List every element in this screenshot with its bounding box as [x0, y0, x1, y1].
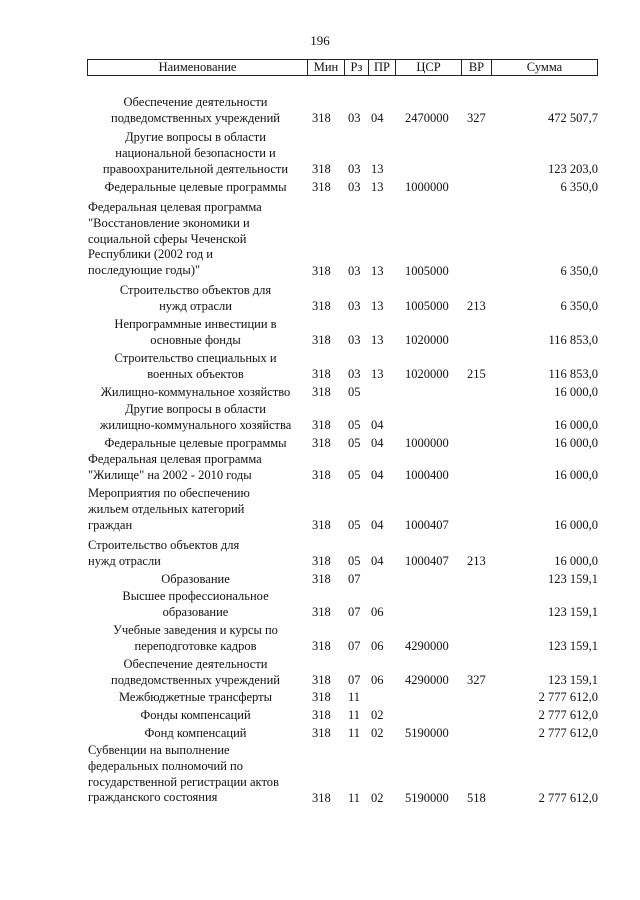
row-name: Непрограммные инвестиции в основные фонды — [114, 317, 277, 347]
row-min: 318 — [312, 518, 331, 533]
table-row — [0, 351, 640, 383]
table-row — [0, 538, 640, 570]
row-name: Обеспечение деятельности подведомственных учреждений — [111, 657, 280, 687]
row-rz: 03 — [348, 264, 361, 279]
row-vr: 213 — [467, 299, 486, 314]
row-min: 318 — [312, 605, 331, 620]
header-rz: Рз — [344, 60, 368, 75]
row-sum: 16 000,0 — [554, 554, 598, 569]
row-rz: 11 — [348, 690, 361, 705]
row-name: Другие вопросы в области национальной безопасности и правоохранительной деятельности — [102, 130, 289, 176]
row-pr: 13 — [371, 180, 384, 195]
row-min: 318 — [312, 385, 331, 400]
row-rz: 03 — [348, 180, 361, 195]
row-rz: 11 — [348, 791, 361, 806]
row-pr: 04 — [371, 468, 384, 483]
row-min: 318 — [312, 299, 331, 314]
row-min: 318 — [312, 639, 331, 654]
row-name: Образование — [161, 572, 230, 586]
row-csr: 1000407 — [405, 518, 449, 533]
row-csr: 1000000 — [405, 436, 449, 451]
row-csr: 5190000 — [405, 726, 449, 741]
row-pr: 06 — [371, 605, 384, 620]
row-name: Федеральная целевая программа "Восстановление экономики и социальной сферы Чеченской Республики (2002 год и последующие годы)" — [88, 200, 262, 278]
header-pr: ПР — [368, 60, 395, 75]
row-rz: 03 — [348, 333, 361, 348]
table-row — [0, 95, 640, 127]
row-min: 318 — [312, 572, 331, 587]
table-row — [0, 130, 640, 178]
row-sum: 116 853,0 — [548, 333, 598, 348]
row-min: 318 — [312, 418, 331, 433]
row-csr: 4290000 — [405, 639, 449, 654]
table-row — [0, 200, 640, 280]
row-sum: 123 159,1 — [548, 572, 598, 587]
table-row — [0, 657, 640, 689]
row-vr: 213 — [467, 554, 486, 569]
row-pr: 13 — [371, 264, 384, 279]
row-csr: 4290000 — [405, 673, 449, 688]
table-row — [0, 317, 640, 349]
row-pr: 02 — [371, 791, 384, 806]
row-sum: 2 777 612,0 — [538, 791, 598, 806]
row-name: Строительство специальных и военных объектов — [114, 351, 277, 381]
row-name: Строительство объектов для нужд отрасли — [88, 538, 240, 568]
row-sum: 2 777 612,0 — [538, 726, 598, 741]
row-min: 318 — [312, 333, 331, 348]
row-rz: 07 — [348, 639, 361, 654]
row-vr: 518 — [467, 791, 486, 806]
row-csr: 1000400 — [405, 468, 449, 483]
header-vr: ВР — [461, 60, 491, 75]
row-sum: 123 203,0 — [548, 162, 598, 177]
header-sum: Сумма — [491, 60, 597, 75]
row-min: 318 — [312, 673, 331, 688]
row-sum: 2 777 612,0 — [538, 708, 598, 723]
row-min: 318 — [312, 264, 331, 279]
row-name: Обеспечение деятельности подведомственных учреждений — [111, 95, 280, 125]
row-rz: 03 — [348, 162, 361, 177]
row-pr: 13 — [371, 367, 384, 382]
table-header — [87, 59, 598, 76]
row-rz: 05 — [348, 518, 361, 533]
row-min: 318 — [312, 708, 331, 723]
table-row — [0, 572, 640, 588]
row-pr: 04 — [371, 111, 384, 126]
row-pr: 06 — [371, 639, 384, 654]
header-min: Мин — [307, 60, 344, 75]
row-rz: 05 — [348, 418, 361, 433]
row-sum: 472 507,7 — [548, 111, 598, 126]
row-sum: 16 000,0 — [554, 418, 598, 433]
row-rz: 05 — [348, 468, 361, 483]
row-name: Федеральные целевые программы — [104, 436, 287, 450]
row-sum: 16 000,0 — [554, 518, 598, 533]
row-csr: 1020000 — [405, 333, 449, 348]
row-name: Фонды компенсаций — [140, 708, 251, 722]
row-sum: 123 159,1 — [548, 605, 598, 620]
row-csr: 1000407 — [405, 554, 449, 569]
row-pr: 04 — [371, 418, 384, 433]
table-row — [0, 180, 640, 196]
row-pr: 04 — [371, 554, 384, 569]
table-row — [0, 708, 640, 724]
row-sum: 6 350,0 — [560, 180, 598, 195]
row-name: Жилищно-коммунальное хозяйство — [100, 385, 291, 399]
table-row — [0, 452, 640, 484]
row-min: 318 — [312, 726, 331, 741]
row-rz: 05 — [348, 385, 361, 400]
table-row — [0, 385, 640, 401]
row-csr: 1005000 — [405, 299, 449, 314]
row-pr: 06 — [371, 673, 384, 688]
row-min: 318 — [312, 791, 331, 806]
row-pr: 02 — [371, 726, 384, 741]
row-rz: 11 — [348, 708, 361, 723]
row-sum: 2 777 612,0 — [538, 690, 598, 705]
row-pr: 04 — [371, 436, 384, 451]
row-csr: 1005000 — [405, 264, 449, 279]
row-min: 318 — [312, 180, 331, 195]
table-row — [0, 690, 640, 706]
row-sum: 6 350,0 — [560, 264, 598, 279]
row-sum: 16 000,0 — [554, 385, 598, 400]
row-pr: 02 — [371, 708, 384, 723]
row-min: 318 — [312, 468, 331, 483]
row-rz: 11 — [348, 726, 361, 741]
row-sum: 6 350,0 — [560, 299, 598, 314]
row-sum: 116 853,0 — [548, 367, 598, 382]
row-pr: 13 — [371, 333, 384, 348]
row-min: 318 — [312, 554, 331, 569]
row-rz: 05 — [348, 554, 361, 569]
row-rz: 07 — [348, 572, 361, 587]
row-vr: 327 — [467, 111, 486, 126]
row-name: Другие вопросы в области жилищно-коммунального хозяйства — [99, 402, 292, 432]
header-name: Наименование — [158, 60, 237, 74]
table-row — [0, 486, 640, 534]
row-sum: 123 159,1 — [548, 673, 598, 688]
row-name: Субвенции на выполнение федеральных полномочий по государственной регистрации актов гражданского состояния — [88, 743, 279, 805]
table-row — [0, 743, 640, 807]
row-name: Федеральная целевая программа "Жилище" на 2002 - 2010 годы — [88, 452, 262, 482]
row-min: 318 — [312, 690, 331, 705]
page-number: 196 — [310, 33, 330, 48]
row-min: 318 — [312, 162, 331, 177]
row-name: Федеральные целевые программы — [104, 180, 287, 194]
row-name: Межбюджетные трансферты — [118, 690, 273, 704]
row-min: 318 — [312, 111, 331, 126]
row-sum: 123 159,1 — [548, 639, 598, 654]
row-rz: 03 — [348, 299, 361, 314]
table-row — [0, 726, 640, 742]
row-sum: 16 000,0 — [554, 436, 598, 451]
row-name: Высшее профессиональное образование — [122, 589, 269, 619]
row-rz: 05 — [348, 436, 361, 451]
row-vr: 215 — [467, 367, 486, 382]
table-row — [0, 402, 640, 434]
row-pr: 04 — [371, 518, 384, 533]
row-csr: 1000000 — [405, 180, 449, 195]
row-name: Учебные заведения и курсы по переподготовке кадров — [113, 623, 278, 653]
table-row — [0, 436, 640, 452]
row-csr: 2470000 — [405, 111, 449, 126]
row-csr: 1020000 — [405, 367, 449, 382]
table-row — [0, 283, 640, 315]
row-pr: 13 — [371, 299, 384, 314]
table-row — [0, 589, 640, 621]
row-rz: 03 — [348, 111, 361, 126]
row-csr: 5190000 — [405, 791, 449, 806]
row-pr: 13 — [371, 162, 384, 177]
row-rz: 07 — [348, 673, 361, 688]
row-rz: 07 — [348, 605, 361, 620]
row-vr: 327 — [467, 673, 486, 688]
row-sum: 16 000,0 — [554, 468, 598, 483]
header-csr: ЦСР — [395, 60, 461, 75]
row-min: 318 — [312, 367, 331, 382]
row-min: 318 — [312, 436, 331, 451]
row-name: Строительство объектов для нужд отрасли — [119, 283, 272, 313]
row-rz: 03 — [348, 367, 361, 382]
row-name: Мероприятия по обеспечению жильем отдельных категорий граждан — [88, 486, 250, 532]
row-name: Фонд компенсаций — [144, 726, 247, 740]
table-row — [0, 623, 640, 655]
